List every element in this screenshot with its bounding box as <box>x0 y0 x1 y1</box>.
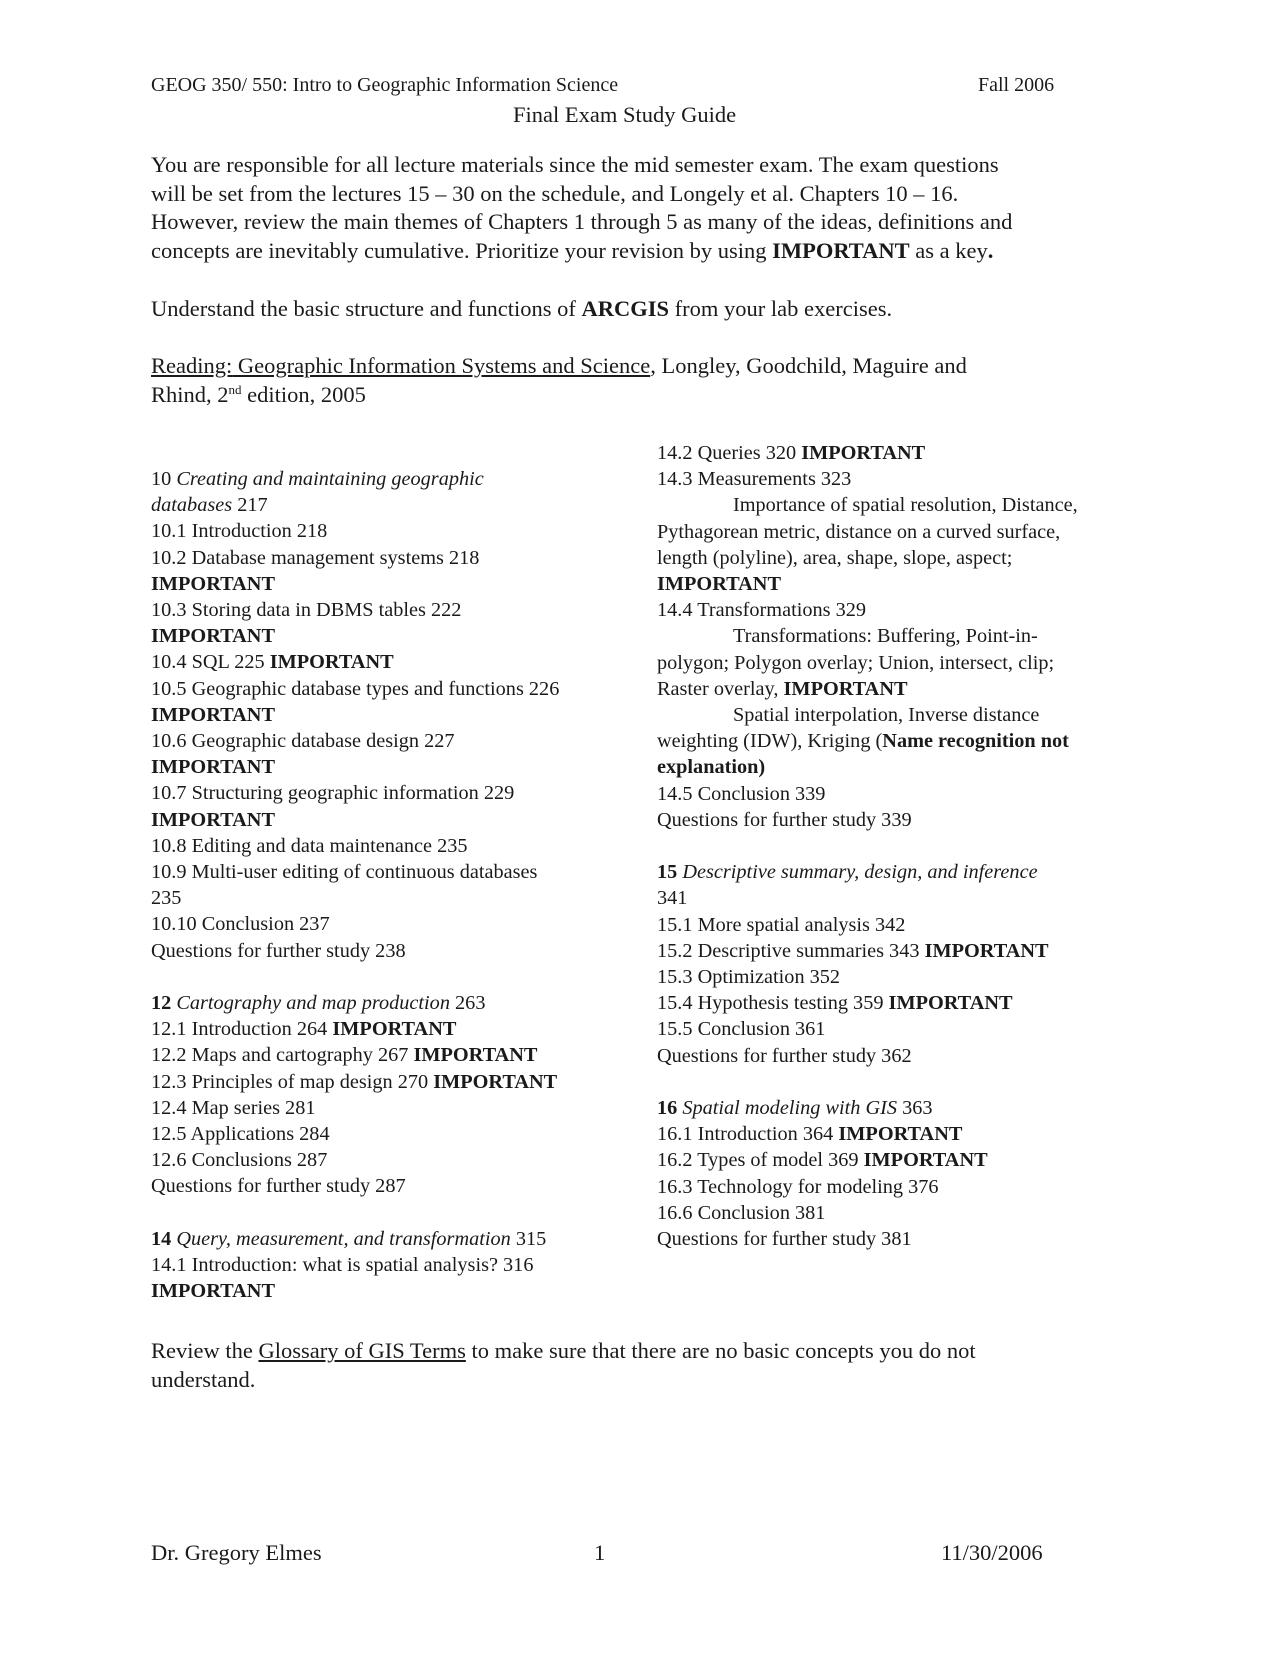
list-item: Questions for further study 381 <box>657 1228 912 1251</box>
chapter-10-heading: 10 Creating and maintaining geographic <box>151 468 484 490</box>
footer-page-number: 1 <box>594 1540 606 1565</box>
chapter-16-heading: 16 Spatial modeling with GIS 363 <box>657 1097 933 1120</box>
list-item: 10.5 Geographic database types and functions 226 <box>151 677 560 700</box>
list-item: 16.2 Types of model 369 IMPORTANT <box>657 1149 988 1172</box>
list-item: 12.6 Conclusions 287 <box>151 1149 328 1172</box>
chapter-12-heading: 12 Cartography and map production 263 <box>151 992 486 1015</box>
list-item: 14.1 Introduction: what is spatial analysis? 316 <box>151 1254 534 1277</box>
list-item: 10.10 Conclusion 237 <box>151 913 330 936</box>
list-item: 12.4 Map series 281 <box>151 1096 316 1119</box>
list-item: 12.3 Principles of map design 270 IMPORTANT <box>151 1070 558 1093</box>
arcgis-paragraph: Understand the basic structure and functions of ARCGIS from your lab exercises. <box>151 296 893 321</box>
intro-paragraph <box>151 151 1161 265</box>
intro-line-2: will be set from the lectures 15 – 30 on the schedule, and Longely et al. Chapters 10 – 16. <box>151 180 959 206</box>
chapter-list-left: 10 Creating and maintaining geographic databases 217 10.1 Introduction 218 10.2 Database management systems 218 IMPORTANT 10.3 Storing data in DBMS tables 222 IMPORTANT 10.4 SQL 225 IMPORTANT 10.5 Geographic database types and functions 226 IMPORTANT 10.6 Geographic database design 227 IMPORTANT 10.7 Structuring geographic information 229 IMPORTANT 10.8 Editing and data maintenance 235 10.9 Multi-user editing of continuous databases 235 10.10 Conclusion 237 Questions for further study 238 12 Cartography and map production 263 12.1 Introduction 264 IMPORTANT 12.2 Maps and cartography 267 IMPORTANT 12.3 Principles of map design 270 IMPORTANT 12.4 Map series 281 12.5 Applications 284 12.6 Conclusions 287 Questions for further study 287 14 Query, measurement, and transformation 315 14.1 Introduction: what is spatial analysis? 316 IMPORTANT <box>151 468 560 1303</box>
list-item: Questions for further study 287 <box>151 1175 406 1198</box>
list-item: 10.1 Introduction 218 <box>151 520 328 543</box>
list-item: 15.1 More spatial analysis 342 <box>657 913 906 936</box>
list-item: 15.5 Conclusion 361 <box>657 1018 826 1041</box>
chapter-list-right: 14.2 Queries 320 IMPORTANT 14.3 Measurements 323 Importance of spatial resolution, Distance, Pythagorean metric, distance on a curved surface, length (polyline), area, shape, slope, aspect; IMPORTANT 14.4 Transformations 329 Transformations: Buffering, Point-in- polygon; Polygon overlay; Union, intersect, clip; Raster overlay, IMPORTANT Spatial interpolation, Inverse distance weighting (IDW), Kriging (Name recognition not explanation) 14.5 Conclusion 339 Questions for further study 339 15 Descriptive summary, design, and inference 341 15.1 More spatial analysis 342 15.2 Descriptive summaries 343 IMPORTANT 15.3 Optimization 352 15.4 Hypothesis testing 359 IMPORTANT 15.5 Conclusion 361 Questions for further study 362 16 Spatial modeling with GIS 363 16.1 Introduction 364 IMPORTANT 16.2 Types of model 369 IMPORTANT 16.3 Technology for modeling 376 16.6 Conclusion 381 Questions for further study 381 <box>657 440 1078 1252</box>
reading-paragraph: Reading: Geographic Information Systems and Science, Longley, Goodchild, Maguire and Rhind, 2nd edition, 2005 <box>151 353 967 407</box>
list-item: 15.3 Optimization 352 <box>657 966 841 989</box>
list-item: 12.5 Applications 284 <box>151 1123 330 1146</box>
list-item: Questions for further study 339 <box>657 808 912 831</box>
intro-line-3: However, review the main themes of Chapters 1 through 5 as many of the ideas, definitions and <box>151 209 1013 234</box>
list-item: 10.2 Database management systems 218 <box>151 546 480 569</box>
list-item: 15.4 Hypothesis testing 359 IMPORTANT <box>657 992 1013 1015</box>
list-item: 14.4 Transformations 329 <box>657 599 867 622</box>
glossary-link[interactable]: Glossary of GIS Terms <box>258 1338 466 1363</box>
review-paragraph: Review the Glossary of GIS Terms to make sure that there are no basic concepts you do not understand. <box>151 1338 976 1392</box>
list-item: 14.2 Queries 320 IMPORTANT <box>657 442 926 464</box>
list-item: 15.2 Descriptive summaries 343 IMPORTANT <box>657 939 1049 962</box>
arcgis-term: ARCGIS <box>581 296 670 321</box>
important-key: IMPORTANT <box>772 237 910 263</box>
list-item: 14.3 Measurements 323 <box>657 468 852 491</box>
term: Fall 2006 <box>978 74 1055 96</box>
chapter-15-heading: 15 Descriptive summary, design, and inference <box>657 861 1038 884</box>
list-item: 16.1 Introduction 364 IMPORTANT <box>657 1123 963 1146</box>
footer-author: Dr. Gregory Elmes <box>151 1540 322 1565</box>
page-title: Final Exam Study Guide <box>513 102 737 127</box>
textbook-title: Geographic Information Systems and Science <box>232 353 651 378</box>
list-item: 10.7 Structuring geographic information 229 <box>151 782 515 805</box>
list-item: 10.9 Multi-user editing of continuous databases <box>151 861 538 884</box>
list-item: 16.6 Conclusion 381 <box>657 1201 826 1224</box>
chapter-14-heading: 14 Query, measurement, and transformation 315 <box>151 1227 547 1250</box>
intro-line-1: You are responsible for all lecture materials since the mid semester exam. The exam questions <box>151 152 999 177</box>
list-item: 10.4 SQL 225 IMPORTANT <box>151 651 394 674</box>
course-title: GEOG 350/ 550: Intro to Geographic Information Science <box>151 74 619 96</box>
list-item: 14.5 Conclusion 339 <box>657 782 826 805</box>
list-item: Questions for further study 362 <box>657 1044 912 1067</box>
list-item: 10.6 Geographic database design 227 <box>151 730 455 753</box>
list-item: 12.2 Maps and cartography 267 IMPORTANT <box>151 1044 538 1067</box>
list-item: 10.3 Storing data in DBMS tables 222 <box>151 599 462 622</box>
list-item: Questions for further study 238 <box>151 939 406 962</box>
intro-line-4: concepts are inevitably cumulative. Prioritize your revision by using IMPORTANT as a key. <box>151 237 994 263</box>
list-item: 16.3 Technology for modeling 376 <box>657 1175 939 1198</box>
reading-label: Reading: Geographic Information Systems and Science <box>151 353 651 378</box>
list-item: 10.8 Editing and data maintenance 235 <box>151 834 468 857</box>
footer-date: 11/30/2006 <box>941 1540 1043 1565</box>
list-item: 12.1 Introduction 264 IMPORTANT <box>151 1018 457 1041</box>
